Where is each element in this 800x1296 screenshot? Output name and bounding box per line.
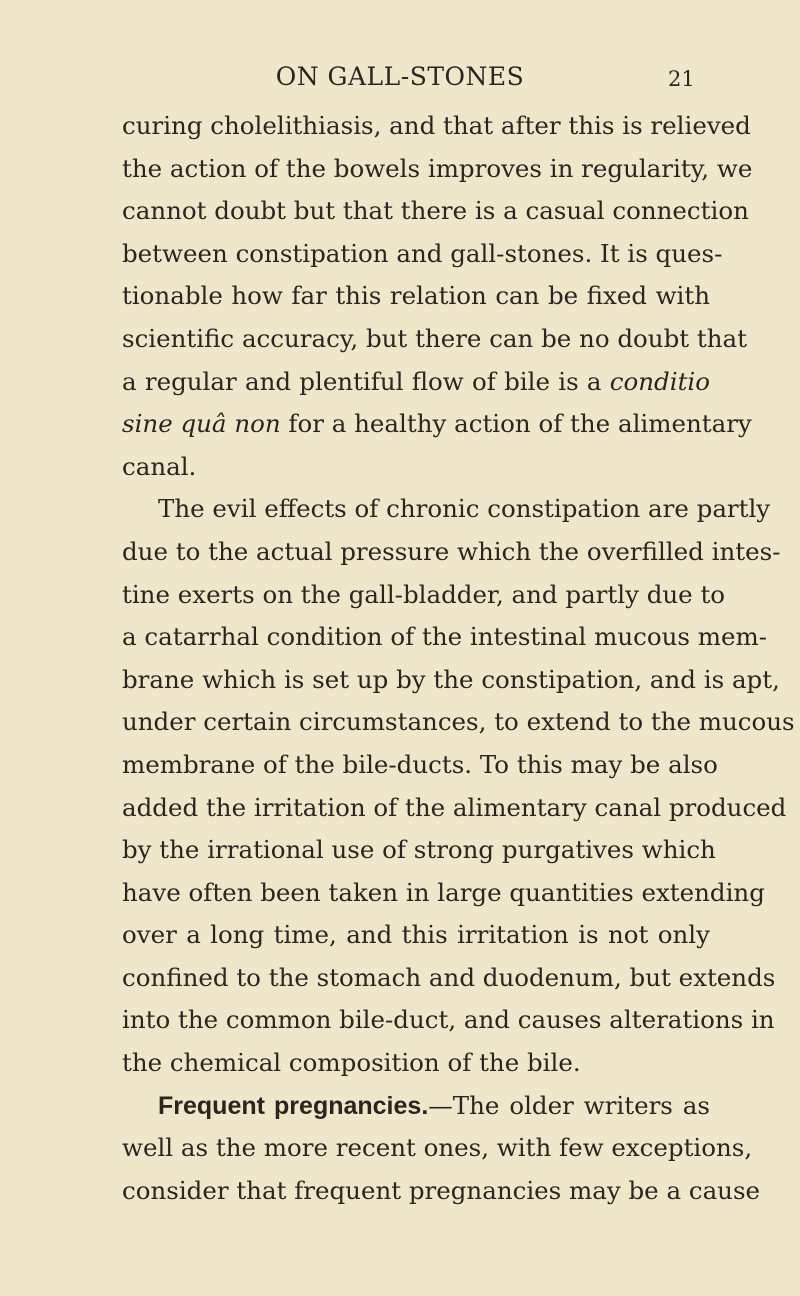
text-segment: for a healthy action of the alimentary — [280, 409, 752, 439]
text-line: over a long time, and this irritation is not only — [122, 920, 710, 950]
text-segment: a regular and plentiful flow of bile is a — [122, 366, 610, 396]
text-line: membrane of the bile-ducts. To this may be also — [122, 749, 718, 779]
text-line: into the common bile-duct, and causes alterations in — [122, 1005, 775, 1035]
italic-phrase: conditio — [609, 366, 710, 396]
paragraph-end-line: canal. — [122, 451, 197, 481]
text-line: due to the actual pressure which the overfilled intes- — [122, 536, 781, 566]
text-line: between constipation and gall-stones. It is ques- — [122, 238, 723, 268]
text-line: cannot doubt but that there is a casual connection — [122, 196, 749, 226]
text-line: scientific accuracy, but there can be no doubt that — [122, 323, 747, 353]
text-line: under certain circumstances, to extend to the mucous — [122, 707, 795, 737]
text-line: tionable how far this relation can be fixed with — [122, 281, 710, 311]
text-line — [122, 403, 752, 446]
text-line: the action of the bowels improves in regularity, we — [122, 153, 753, 183]
text-line: well as the more recent ones, with few exceptions, — [122, 1133, 753, 1163]
text-line: confined to the stomach and duodenum, but extends — [122, 962, 776, 992]
page-number: 21 — [668, 67, 695, 91]
running-title: ON GALL-STONES — [275, 62, 525, 91]
body-text — [122, 105, 795, 1212]
italic-phrase: sine quâ non — [122, 409, 281, 439]
paragraph-start-line — [122, 1085, 710, 1128]
text-line: curing cholelithiasis, and that after this is relieved — [122, 111, 751, 140]
text-line: brane which is set up by the constipation, and is apt, — [122, 664, 780, 694]
paragraph-end-line: the chemical composition of the bile. — [122, 1048, 581, 1078]
text-line: consider that frequent pregnancies may be a cause — [122, 1175, 761, 1205]
text-line: by the irrational use of strong purgatives which — [122, 835, 716, 865]
text-line — [122, 361, 710, 404]
text-line: tine exerts on the gall-bladder, and partly due to — [122, 579, 726, 609]
running-head — [0, 60, 800, 94]
text-line: a catarrhal condition of the intestinal mucous mem- — [122, 622, 767, 652]
text-line: added the irritation of the alimentary canal produced — [122, 792, 787, 822]
text-segment: —The older writers as — [428, 1090, 710, 1120]
section-heading: Frequent pregnancies. — [158, 1091, 429, 1120]
text-line: have often been taken in large quantities extending — [122, 877, 765, 907]
paragraph-start-line: The evil effects of chronic constipation are partly — [158, 494, 771, 524]
